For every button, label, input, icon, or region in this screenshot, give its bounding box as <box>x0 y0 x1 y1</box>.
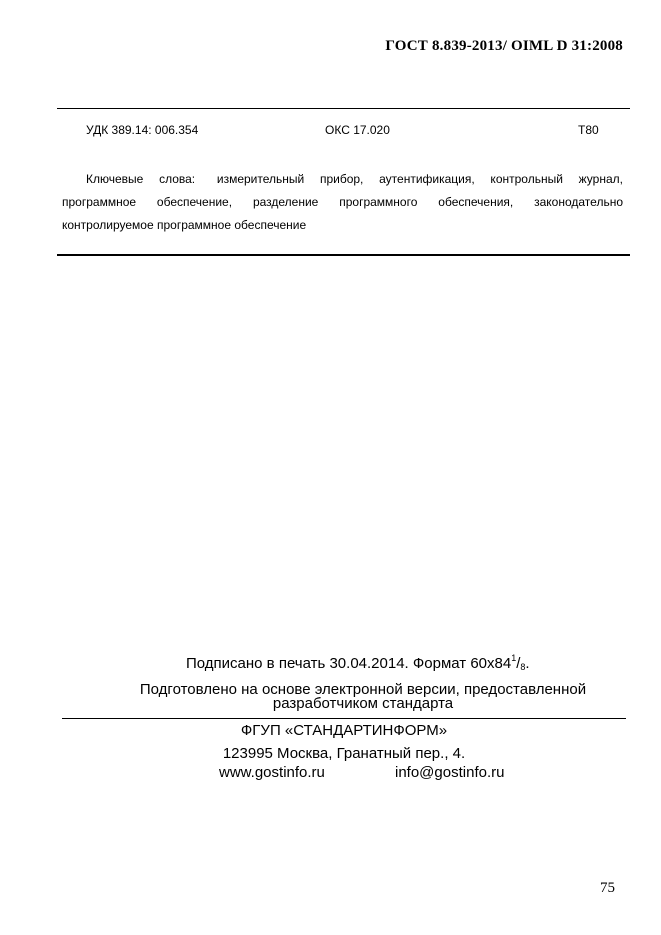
signed-text: Подписано в печать 30.04.2014. Формат 60х84 <box>186 655 512 672</box>
signed-for-print-line <box>186 653 530 672</box>
signed-suffix: . <box>525 655 530 672</box>
keywords-divider <box>57 254 630 256</box>
group-code: Т80 <box>578 123 599 137</box>
udk-code: УДК 389.14: 006.354 <box>86 123 199 137</box>
keywords-label: Ключевые слова: <box>86 172 196 186</box>
page-number: 75 <box>600 880 615 896</box>
prepared-note: Подготовлено на основе электронной версии, предоставленной разработчиком стандарта <box>139 681 587 712</box>
format-separator: / <box>516 655 521 672</box>
document-standard-header: ГОСТ 8.839-2013/ OIML D 31:2008 <box>385 38 623 54</box>
email-link[interactable]: info@gostinfo.ru <box>395 764 505 781</box>
publisher-name: ФГУП «СТАНДАРТИНФОРМ» <box>240 722 448 739</box>
keywords-text: измерительный прибор, аутентификация, контрольный журнал, программное обеспечение, разделение программного обеспечения, законодательно контролируемое программное обеспечение <box>62 172 623 232</box>
oks-code: ОКС 17.020 <box>325 123 390 137</box>
format-denominator: 8 <box>520 662 526 672</box>
publisher-address: 123995 Москва, Гранатный пер., 4. <box>222 745 466 762</box>
format-numerator: 1 <box>511 653 517 663</box>
imprint-divider <box>62 718 626 719</box>
website-link[interactable]: www.gostinfo.ru <box>219 764 325 781</box>
keywords-paragraph <box>62 168 623 237</box>
top-divider <box>57 108 630 109</box>
